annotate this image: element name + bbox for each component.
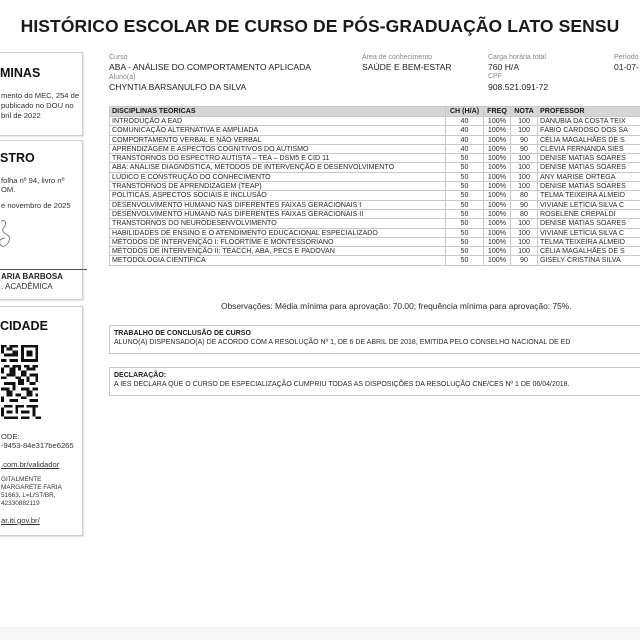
table-row <box>110 172 640 181</box>
cell-freq: 100% <box>484 172 511 181</box>
area-value: SAÚDE E BEM-ESTAR <box>362 62 452 72</box>
cell-professor: TELMA TEIXEIRA ALMEID <box>538 237 640 246</box>
authenticity-box <box>0 306 83 536</box>
cell-disciplina: HABILIDADES DE ENSINO E O ATENDIMENTO EDUCACIONAL ESPECIALIZADO <box>110 228 446 237</box>
cell-freq: 100% <box>484 182 511 191</box>
cell-professor: DANUBIA DA COSTA TEIX <box>538 117 640 126</box>
registry-box <box>0 140 83 300</box>
declaration-text: A IES DECLARA QUE O CURSO DE ESPECIALIZAÇÃO CUMPRIU TODAS AS DISPOSIÇÕES DA RESOLUÇÃO CNE/CES Nº 1 DE 06/04/2018. <box>114 381 570 388</box>
accreditation-line: publicado no DOU no <box>1 101 74 110</box>
col-professor: PROFESSOR <box>538 107 640 117</box>
cell-freq: 100% <box>484 256 511 265</box>
cell-disciplina: DESENVOLVIMENTO HUMANO NAS DIFERENTES FAIXAS GERACIONAIS II <box>110 209 446 218</box>
cell-disciplina: INTRODUÇÃO A EAD <box>110 117 446 126</box>
cell-disciplina: COMPORTAMENTO VERBAL E NÃO VERBAL <box>110 135 446 144</box>
validation-code-value: -9453-84e317be6265 <box>1 441 74 450</box>
cell-ch: 40 <box>446 135 484 144</box>
authenticity-heading: CIDADE <box>0 319 48 333</box>
table-row <box>110 191 640 200</box>
cell-disciplina: DESENVOLVIMENTO HUMANO NAS DIFERENTES FAIXAS GERACIONAIS I <box>110 200 446 209</box>
cell-professor: CÉLIA MAGALHÃES DE S <box>538 135 640 144</box>
validator-link[interactable]: .com.br/validador <box>1 460 60 469</box>
cell-professor: GISELY CRISTINA SILVA <box>538 256 640 265</box>
cell-ch: 40 <box>446 126 484 135</box>
cell-professor: DENISE MATIAS SOARES <box>538 219 640 228</box>
cell-disciplina: MÉTODOS DE INTERVENÇÃO I: FLOORTIME E MONTESSORIANO <box>110 237 446 246</box>
table-header-row <box>110 107 640 117</box>
aluno-label: Aluno(a) <box>109 74 136 81</box>
cell-professor: TELMA TEIXEIRA ALMEID <box>538 191 640 200</box>
table-row <box>110 182 640 191</box>
registry-heading: STRO <box>0 151 35 165</box>
periodo-label: Período <box>614 54 639 61</box>
cell-nota: 100 <box>511 247 538 256</box>
table-row <box>110 126 640 135</box>
cell-nota: 100 <box>511 117 538 126</box>
signature-icon <box>0 217 17 253</box>
cell-nota: 80 <box>511 209 538 218</box>
cell-disciplina: ABA: ANÁLISE DIAGNÓSTICA, MÉTODOS DE INTERVENÇÃO E DESENVOLVIMENTO <box>110 163 446 172</box>
cell-nota: 90 <box>511 256 538 265</box>
cell-professor: ROSELENE CREPALDI <box>538 209 640 218</box>
cell-ch: 50 <box>446 256 484 265</box>
grades-table <box>109 106 640 266</box>
cell-nota: 100 <box>511 172 538 181</box>
cell-disciplina: TRANSTORNOS DO ESPECTRO AUTISTA – TEA – DSM5 E CID 11 <box>110 154 446 163</box>
signed-line: 51663, L=L/ST/BR, <box>1 492 56 499</box>
cell-ch: 50 <box>446 237 484 246</box>
cell-professor: DENISE MATIAS SOARES <box>538 182 640 191</box>
cell-disciplina: MÉTODOS DE INTERVENÇÃO II: TEACCH, ABA, PECS E PADOVAN <box>110 247 446 256</box>
table-row <box>110 154 640 163</box>
signatory-role: . ACADÊMICA <box>1 282 53 291</box>
tcc-heading: TRABALHO DE CONCLUSÃO DE CURSO <box>114 330 251 337</box>
table-row <box>110 237 640 246</box>
cell-freq: 100% <box>484 126 511 135</box>
cell-ch: 40 <box>446 144 484 153</box>
cell-nota: 100 <box>511 228 538 237</box>
cell-freq: 100% <box>484 228 511 237</box>
cell-freq: 100% <box>484 154 511 163</box>
tcc-box <box>109 325 640 354</box>
cell-disciplina: COMUNICAÇÃO ALTERNATIVA E AMPLIADA <box>110 126 446 135</box>
periodo-value: 01-07- <box>614 62 639 72</box>
cell-professor: CÉLIA MAGALHÃES DE S <box>538 247 640 256</box>
cell-nota: 100 <box>511 126 538 135</box>
carga-label: Carga horária total <box>488 54 546 61</box>
signed-line: 42330882119 <box>1 500 40 507</box>
cell-ch: 40 <box>446 117 484 126</box>
cell-professor: DENISE MATIAS SOARES <box>538 163 640 172</box>
declaration-heading: DECLARAÇÃO: <box>114 372 167 379</box>
curso-label: Curso <box>109 54 128 61</box>
accreditation-line: mento do MEC, 254 de <box>1 91 80 100</box>
registry-line: folha nº 94, livro nº <box>1 176 65 185</box>
cpf-label: CPF <box>488 73 502 80</box>
col-freq: FREQ <box>484 107 511 117</box>
qr-code-icon[interactable] <box>1 343 41 421</box>
table-row <box>110 219 640 228</box>
cell-nota: 90 <box>511 144 538 153</box>
cell-nota: 90 <box>511 135 538 144</box>
cell-freq: 100% <box>484 219 511 228</box>
table-row <box>110 200 640 209</box>
iti-validator-link[interactable]: ar.iti.gov.br/ <box>1 516 40 525</box>
cell-ch: 50 <box>446 209 484 218</box>
signed-line: MARGARETE FARIA <box>1 484 62 491</box>
cell-nota: 100 <box>511 237 538 246</box>
cell-freq: 100% <box>484 191 511 200</box>
cell-freq: 100% <box>484 144 511 153</box>
cell-disciplina: TRANSTORNOS DE APRENDIZAGEM (TEAP) <box>110 182 446 191</box>
cell-freq: 100% <box>484 163 511 172</box>
signature-line <box>0 269 87 270</box>
signed-line: GITALMENTE <box>1 476 42 483</box>
cell-freq: 100% <box>484 117 511 126</box>
accreditation-heading: MINAS <box>0 66 41 80</box>
col-ch: CH (H/A) <box>446 107 484 117</box>
cell-freq: 100% <box>484 209 511 218</box>
cell-freq: 100% <box>484 237 511 246</box>
cell-disciplina: TRANSTORNOS DO NEURODESENVOLVIMENTO <box>110 219 446 228</box>
cell-professor: CLÉVIA FERNANDA SIES <box>538 144 640 153</box>
area-label: Área de conhecimento <box>362 54 433 61</box>
table-row <box>110 144 640 153</box>
cell-nota: 80 <box>511 191 538 200</box>
cell-ch: 50 <box>446 219 484 228</box>
document-title: HISTÓRICO ESCOLAR DE CURSO DE PÓS-GRADUAÇÃO LATO SENSU <box>20 16 620 36</box>
registry-line: OM. <box>1 185 16 194</box>
cell-ch: 50 <box>446 172 484 181</box>
cpf-value: 908.521.091-72 <box>488 82 549 92</box>
signatory-name: ARIA BARBOSA <box>1 272 63 281</box>
observations: Observações: Média mínima para aprovação: 70.00; frequência mínima para aprovação: 75%. <box>221 301 572 311</box>
table-row <box>110 209 640 218</box>
cell-nota: 90 <box>511 200 538 209</box>
col-disciplina: DISCIPLINAS TEÓRICAS <box>110 107 446 117</box>
curso-value: ABA - ANÁLISE DO COMPORTAMENTO APLICADA <box>109 62 312 72</box>
tcc-text: ALUNO(A) DISPENSADO(A) DE ACORDO COM A RESOLUÇÃO Nº 1, DE 6 DE ABRIL DE 2018, EMITIDA PELO CONSELHO NACIONAL DE ED <box>114 339 571 346</box>
cell-ch: 50 <box>446 154 484 163</box>
validation-code-label: ODE: <box>1 432 20 441</box>
cell-nota: 100 <box>511 163 538 172</box>
cell-freq: 100% <box>484 247 511 256</box>
cell-freq: 100% <box>484 200 511 209</box>
cell-professor: VIVIANE LETÍCIA SILVA C <box>538 228 640 237</box>
cell-disciplina: METODOLOGIA CIENTÍFICA <box>110 256 446 265</box>
cell-nota: 100 <box>511 154 538 163</box>
table-row <box>110 163 640 172</box>
declaration-box <box>109 367 640 396</box>
cell-disciplina: POLÍTICAS, ASPECTOS SOCIAIS E INCLUSÃO <box>110 191 446 200</box>
registry-date: e novembro de 2025 <box>1 201 71 210</box>
page-bottom-band <box>0 627 640 640</box>
table-row <box>110 247 640 256</box>
cell-professor: DENISE MATIAS SOARES <box>538 154 640 163</box>
cell-ch: 50 <box>446 200 484 209</box>
cell-professor: ANY MARISE ORTEGA <box>538 172 640 181</box>
cell-ch: 50 <box>446 182 484 191</box>
table-row <box>110 135 640 144</box>
cell-ch: 50 <box>446 163 484 172</box>
cell-disciplina: APRENDIZAGEM E ASPECTOS COGNITIVOS DO AUTISMO <box>110 144 446 153</box>
cell-disciplina: LÚDICO E CONSTRUÇÃO DO CONHECIMENTO <box>110 172 446 181</box>
table-row <box>110 228 640 237</box>
cell-professor: FÁBIO CARDOSO DOS SA <box>538 126 640 135</box>
cell-nota: 100 <box>511 219 538 228</box>
aluno-value: CHYNTIA BARSANULFO DA SILVA <box>109 82 247 92</box>
table-row <box>110 256 640 265</box>
accreditation-box <box>0 52 83 136</box>
col-nota: NOTA <box>511 107 538 117</box>
cell-freq: 100% <box>484 135 511 144</box>
cell-ch: 50 <box>446 191 484 200</box>
cell-professor: VIVIANE LETÍCIA SILVA C <box>538 200 640 209</box>
cell-ch: 50 <box>446 228 484 237</box>
table-row <box>110 117 640 126</box>
carga-value: 760 H/A <box>488 62 520 72</box>
cell-nota: 100 <box>511 182 538 191</box>
cell-ch: 50 <box>446 247 484 256</box>
accreditation-line: bril de 2022 <box>1 111 41 120</box>
